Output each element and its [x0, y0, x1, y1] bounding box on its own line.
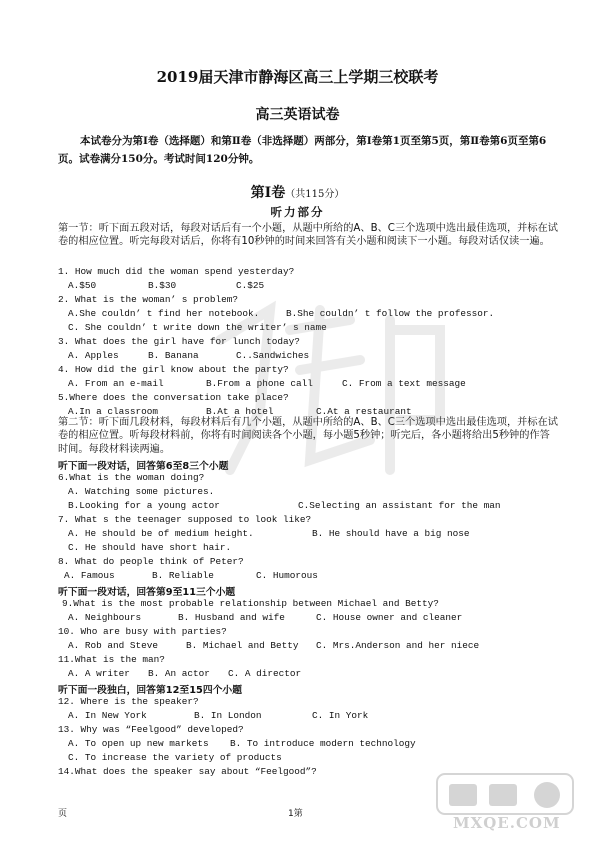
question-line: C. House owner and cleaner: [316, 612, 463, 623]
question-line: C. Mrs.Anderson and her niece: [316, 640, 480, 651]
question-line: 6.What is the woman doing?: [58, 472, 205, 483]
question-line: B. In London: [194, 710, 262, 721]
question-line: 1. How much did the woman spend yesterday?: [58, 266, 295, 277]
question-line: 4. How did the girl know about the party?: [58, 364, 289, 375]
question-line: 7. What s the teenager supposed to look like?: [58, 514, 312, 525]
question-line: 2. What is the woman’ s problem?: [58, 294, 239, 305]
part2-instructions: 第二节：听下面几段材料，每段材料后有几个小题，从题中所给的A、B、C三个选项中选出最佳选项，并标在试卷的相应位置。听每段材料前，你将有时间阅读各个小题，每小题5秒钟；听完后，各小题将给出5秒钟的作答时间。每段材料读两遍。: [58, 417, 558, 455]
question-line: 5.Where does the conversation take place?: [58, 392, 289, 403]
question-line: B.She couldn’ t follow the professor.: [286, 308, 495, 319]
question-line: A. In New York: [68, 710, 147, 721]
question-line: A.In a classroom: [68, 406, 159, 417]
question-line: 14.What does the speaker say about “Feelgood”?: [58, 766, 317, 777]
question-line: C. He should have short hair.: [68, 542, 232, 553]
exam-subtitle: 高三英语试卷: [255, 107, 340, 123]
passage-heading: 听下面一段对话，回答第6至8三个小题: [58, 461, 229, 472]
question-line: C. Humorous: [256, 570, 318, 581]
question-line: 11.What is the man?: [58, 654, 165, 665]
exam-title: 2019届天津市静海区高三上学期三校联考: [156, 68, 439, 86]
part1-instructions: 第一节：听下面五段对话，每段对话后有一个小题，从题中所给的A、B、C三个选项中选出最佳选项，并标在试卷的相应位置。听完每段对话后，你将有10秒钟的时间来回答有关小题和阅读下一小题。每段对话仅读一遍。: [58, 223, 558, 248]
question-line: 8. What do people think of Peter?: [58, 556, 244, 567]
question-line: C. To increase the variety of products: [68, 752, 282, 763]
question-line: B.From a phone call: [206, 378, 313, 389]
logo-url: MXQE.COM: [453, 814, 561, 832]
question-line: C..Sandwiches: [236, 350, 310, 361]
question-line: A. A writer: [68, 668, 130, 679]
question-line: A. From an e-mail: [68, 378, 164, 389]
question-line: B. Husband and wife: [178, 612, 285, 623]
question-line: 13. Why was “Feelgood” developed?: [58, 724, 244, 735]
question-line: A. To open up new markets: [68, 738, 209, 749]
question-line: A. Neighbours: [68, 612, 142, 623]
question-line: 3. What does the girl have for lunch today?: [58, 336, 300, 347]
question-line: 12. Where is the speaker?: [58, 696, 199, 707]
question-line: B.$30: [148, 280, 177, 291]
section-name: 第Ⅰ卷: [250, 185, 286, 201]
section-heading: [0, 182, 595, 202]
question-line: A. He should be of medium height.: [68, 528, 254, 539]
question-line: A. Rob and Steve: [68, 640, 159, 651]
question-line: C. She couldn’ t write down the writer’ s name: [68, 322, 327, 333]
question-line: C.At a restaurant: [316, 406, 412, 417]
question-line: C. From a text message: [342, 378, 466, 389]
question-line: A. Famous: [64, 570, 115, 581]
section-score: （共115分）: [285, 189, 345, 200]
question-line: B. Banana: [148, 350, 199, 361]
question-line: A.She couldn’ t find her notebook.: [68, 308, 260, 319]
question-line: B. Michael and Betty: [186, 640, 299, 651]
question-line: 9.What is the most probable relationship between Michael and Betty?: [62, 598, 439, 609]
question-line: B.At a hotel: [206, 406, 274, 417]
question-line: A.$50: [68, 280, 97, 291]
question-line: C.Selecting an assistant for the man: [298, 500, 501, 511]
question-line: C. In York: [312, 710, 369, 721]
footer-left: 页: [58, 809, 68, 819]
part-heading: 听力部分: [270, 205, 325, 219]
exam-intro: 本试卷分为第Ⅰ卷（选择题）和第Ⅱ卷（非选择题）两部分，第Ⅰ卷第1页至第5页，第Ⅱ卷第6页至第6页。试卷满分150分。考试时间120分钟。: [58, 135, 547, 165]
question-line: A. Apples: [68, 350, 119, 361]
passage-heading: 听下面一段独白，回答第12至15四个小题: [58, 685, 243, 696]
question-line: B. An actor: [148, 668, 210, 679]
passage-heading: 听下面一段对话，回答第9至11三个小题: [58, 587, 236, 598]
question-line: C. A director: [228, 668, 302, 679]
question-line: B. Reliable: [152, 570, 214, 581]
page-number: 1第: [288, 809, 303, 819]
question-line: B.Looking for a young actor: [68, 500, 220, 511]
question-line: 10. Who are busy with parties?: [58, 626, 227, 637]
question-line: B. To introduce modern technology: [230, 738, 416, 749]
question-line: C.$25: [236, 280, 265, 291]
site-logo: [435, 772, 575, 834]
question-line: B. He should have a big nose: [312, 528, 470, 539]
question-line: A. Watching some pictures.: [68, 486, 215, 497]
